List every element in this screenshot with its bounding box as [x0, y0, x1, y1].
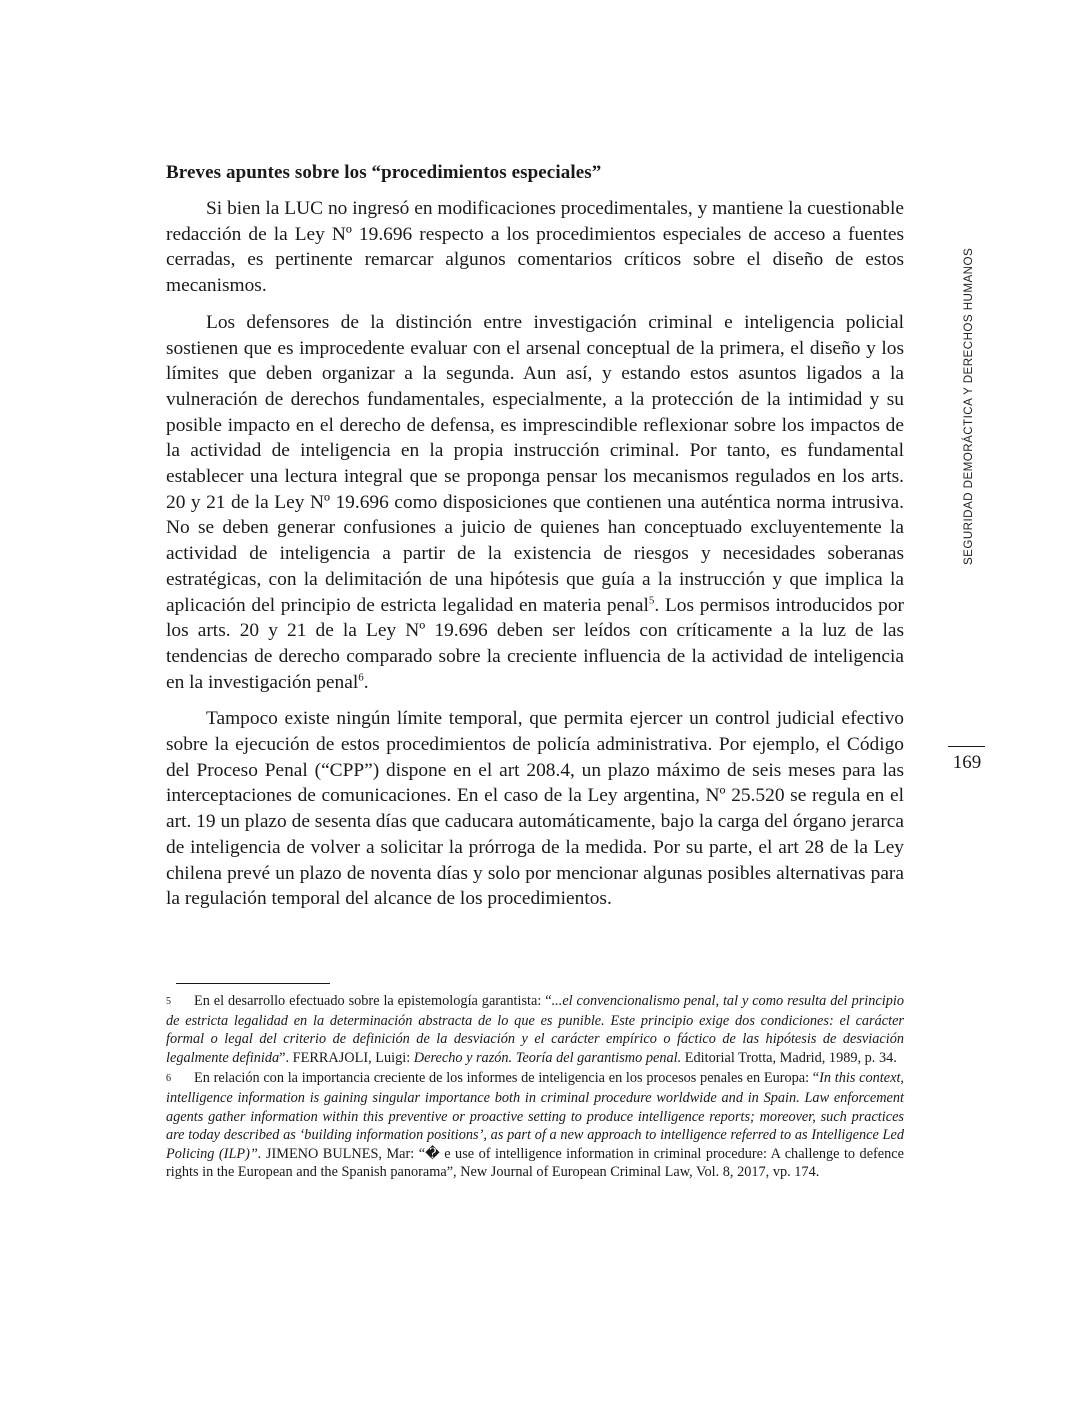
paragraph-2-text-a: Los defensores de la distinción entre investigación criminal e inteligencia policial sostienen que es improcedente evaluar con el arsenal conceptual de la primera, el diseño y los límites que deben organizar a la segunda. Aun así, y estando estos asuntos ligados a la vulneración de derechos fundamentales, especialmente, a la protección de la intimidad y su posible impacto en el derecho de defensa, es imprescindible reflexionar sobre los impactos de la actividad de inteligencia en la propia instrucción criminal. Por tanto, es fundamental establecer una lectura integral que se proponga pensar los mecanismos regulados en los arts. 20 y 21 de la Ley Nº 19.696 como disposiciones que contienen una auténtica norma intrusiva. No se deben generar confusiones a juicio de quienes han conceptuado excluyentemente la actividad de inteligencia a partir de la existencia de riesgos y necesidades soberanas estratégicas, con la delimitación de una hipótesis que guía a la instrucción y que implica la aplicación del principio de estricta legalidad en materia penal — [166, 311, 904, 616]
footnotes — [166, 983, 904, 1184]
footnote-quote: ...el convencionalismo penal, tal y como resulta del principio de estricta legalidad en la determinación abstracta de lo que es punible. Este principio exige dos condiciones: el carácter formal o legal del criterio de definición de la desviación y el carácter empírico o fáctico de las hipótesis de desviación legalmente definida — [166, 993, 904, 1066]
paragraph-2 — [166, 310, 904, 696]
paragraph-2-text-c: . — [363, 671, 369, 693]
footnote-ref-6: 6 — [358, 671, 364, 684]
footnote-separator — [176, 983, 330, 984]
main-text — [166, 160, 904, 923]
footnote-lead: En relación con la importancia creciente de los informes de inteligencia en los procesos penales en Europa: “ — [194, 1070, 820, 1087]
footnote-number: 6 — [166, 1073, 171, 1085]
footnote-tail: JIMENO BULNES, Mar: “� e use of intelligence information in criminal procedure: A challenge to defence rights in the European and the Spanish panorama”, New Journal of European Criminal Law, Vol. 8, 2017, vp. 174. — [166, 1145, 904, 1181]
paragraph-3: Tampoco existe ningún límite temporal, que permita ejercer un control judicial efectivo sobre la ejecución de estos procedimientos de policía administrativa. Por ejemplo, el Código del Proceso Penal (“CPP”) dispone en el art 208.4, un plazo máximo de seis meses para las interceptaciones de comunicaciones. En el caso de la Ley argentina, Nº 25.520 se regula en el art. 19 un plazo de sesenta días que caducara automáticamente, bajo la carga del órgano jerarca de inteligencia de volver a solicitar la prórroga de la medida. Por su parte, el art 28 de la Ley chilena prevé un plazo de noventa días y solo por mencionar algunas posibles alternativas para la regulación temporal del alcance de los procedimientos. — [166, 708, 904, 910]
running-head-text: SEGURIDAD DEMORÁCTICA Y DERECHOS HUMANOS — [962, 247, 975, 565]
footnote-mid: ”. FERRAJOLI, Luigi: — [279, 1049, 414, 1066]
footnote-5 — [166, 992, 904, 1067]
footnote-quote: In this context, intelligence information is gaining singular importance both in criminal procedure worldwide and in Spain. Law enforcement agents gather information within this preventive or proactive setting to produce intelligence reports; moreover, such practices are today described as ‘building information positions’, as part of a new approach to intelligence referred to as Intelligence Led Policing (ILP)”. — [166, 1070, 904, 1162]
paragraph-2-text-b: . Los permisos introducidos por los arts. 20 y 21 de la Ley Nº 19.696 deben ser leídos con críticamente a la luz de las tendencias de derecho comparado sobre la creciente influencia de la actividad de inteligencia en la investigación penal — [166, 594, 904, 693]
footnote-number: 5 — [166, 996, 171, 1007]
page-number: 169 — [952, 752, 982, 773]
running-head-vertical — [954, 247, 975, 565]
paragraph-1: Si bien la LUC no ingresó en modificaciones procedimentales, y mantiene la cuestionable redacción de la Ley Nº 19.696 respecto a los procedimientos especiales de acceso a fuentes cerradas, es pertinente remarcar algunos comentarios críticos sobre el diseño de estos mecanismos. — [166, 198, 904, 297]
footnote-tail: Editorial Trotta, Madrid, 1989, p. 34. — [681, 1049, 897, 1066]
footnote-lead: En el desarrollo efectuado sobre la epistemología garantista: “ — [194, 993, 552, 1009]
page-number-rule — [948, 746, 985, 747]
footnote-6 — [166, 1069, 904, 1182]
footnote-work-title: Derecho y razón. Teoría del garantismo penal. — [413, 1049, 682, 1066]
section-heading: Breves apuntes sobre los “procedimientos especiales” — [166, 162, 602, 183]
footnote-ref-5: 5 — [648, 594, 655, 607]
